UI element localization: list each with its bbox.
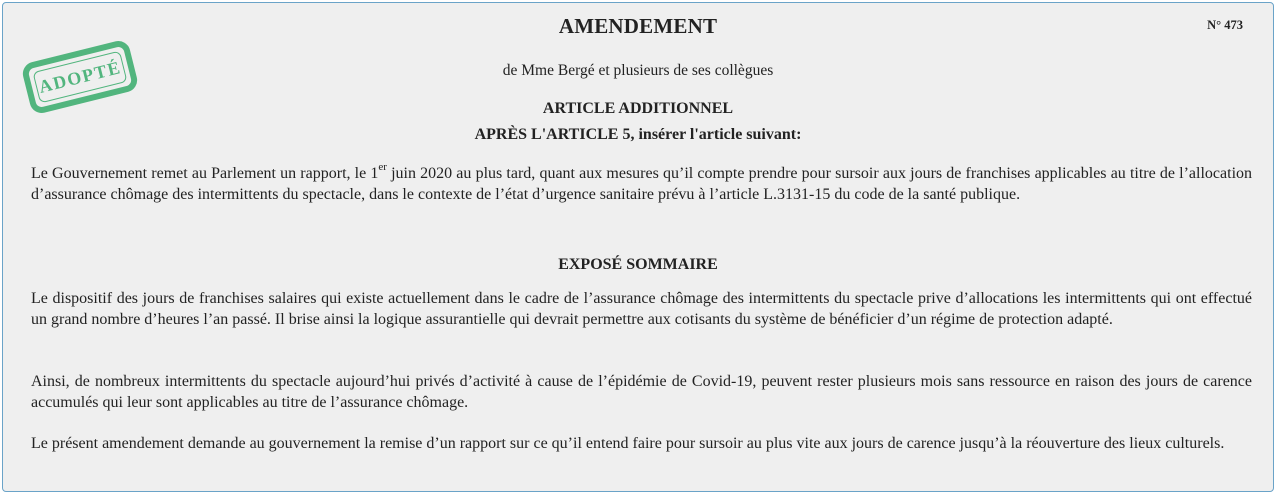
article-subheading: APRÈS L'ARTICLE 5, insérer l'article suivant:: [474, 126, 802, 143]
expose-paragraph-2: Ainsi, de nombreux intermittents du spectacle aujourd’hui privés d’activité à cause de l’épidémie de Covid-19, peuvent rester plusieurs mois sans ressource en raison des jours de carence accumulés qui leur sont applicables au titre de l’assurance chômage.: [31, 373, 1252, 411]
amendment-number: N° 473: [1207, 18, 1243, 32]
expose-paragraph-1: Le dispositif des jours de franchises salaires qui existe actuellement dans le cadre de l’assurance chômage des intermittents du spectacle prive d’allocations les intermittents qui ont effectué un grand nombre d’heures l’an passé. Il brise ainsi la logique assurantielle qui devrait permettre aux cotisants du système de bénéficier d’un régime de protection adapté.: [31, 290, 1252, 328]
article-text-after-sup: juin 2020 au plus tard, quant aux mesures qu’il compte prendre pour sursoir aux jours de franchises applicables au titre de l’allocation d’assurance chômage des intermittents du spectacle, dans le contexte de l’état d’urgence sanitaire prévu à l’article L.3131-15 du code de la santé publique.: [31, 165, 1253, 203]
amendment-document: [2, 2, 1274, 492]
article-heading: ARTICLE ADDITIONNEL: [542, 100, 734, 117]
stamp-label: ADOPTÉ: [36, 56, 124, 97]
authors-line: de Mme Bergé et plusieurs de ses collègues: [502, 62, 774, 79]
article-sup: er: [378, 160, 387, 173]
document-title: AMENDEMENT: [558, 14, 718, 38]
expose-paragraph-3: Le présent amendement demande au gouvernement la remise d’un rapport sur ce qu’il entend faire pour sursoir au plus vite aux jours de carence jusqu’à la réouverture des lieux culturels.: [31, 435, 1225, 452]
article-paragraph: [31, 160, 1253, 205]
article-text-before-sup: Le Gouvernement remet au Parlement un rapport, le 1: [31, 165, 379, 182]
expose-heading: EXPOSÉ SOMMAIRE: [558, 256, 718, 273]
